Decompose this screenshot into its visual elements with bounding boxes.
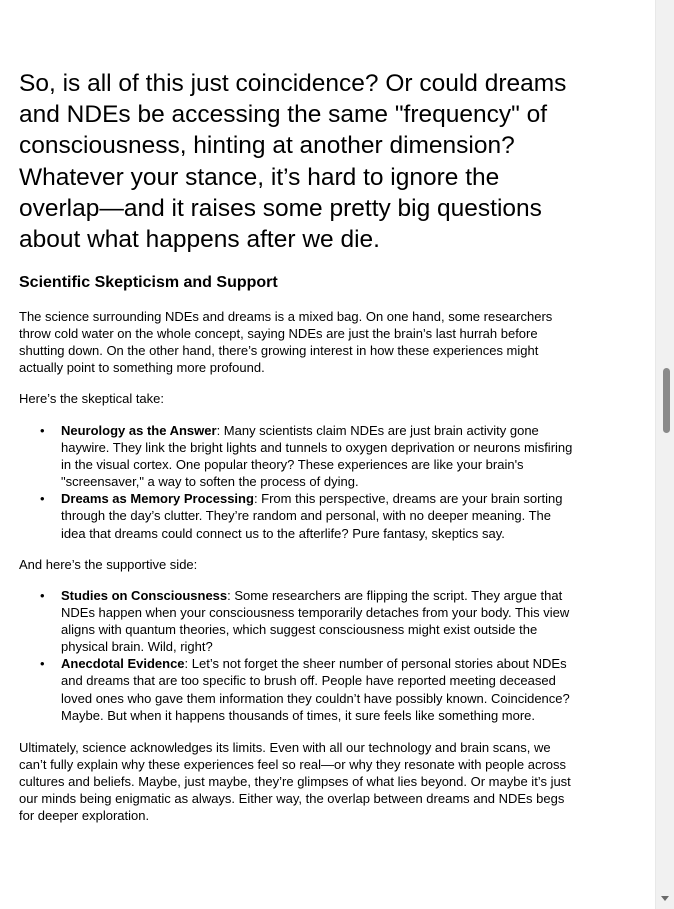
- list-item-text: : Many scientists claim NDEs are just brain activity gone haywire. They link the bright lights and tunnels to oxygen deprivation or neurons misfiring in the visual cortex. One popular theory? These experiences are like your brain's "screensaver," a way to soften the process of dying.: [61, 423, 573, 490]
- intro-paragraph: The science surrounding NDEs and dreams is a mixed bag. On one hand, some researchers throw cold water on the whole concept, saying NDEs are just the brain’s last hurrah before shutting down. On the other hand, there’s growing interest in how these experiences might actually point to something more profound.: [19, 309, 553, 376]
- lead-paragraph: So, is all of this just coincidence? Or could dreams and NDEs be accessing the same "frequency" of consciousness, hinting at another dimension? Whatever your stance, it’s hard to ignore the overlap—and it raises some pretty big questions about what happens after we die.: [19, 70, 567, 254]
- supportive-list: [19, 587, 579, 724]
- scrollbar-thumb[interactable]: [663, 368, 670, 433]
- list-item-term: Dreams as Memory Processing: [61, 491, 254, 507]
- conclusion-paragraph: Ultimately, science acknowledges its limits. Even with all our technology and brain scans, we can’t fully explain why these experiences feel so real—or why they resonate with people across cultures and beliefs. Maybe, just maybe, they’re glimpses of what lies beyond. Or maybe it’s just our minds being enigmatic as always. Either way, the overlap between dreams and NDEs begs for deeper exploration.: [19, 740, 571, 824]
- section-heading: Scientific Skepticism and Support: [19, 274, 278, 291]
- bullet-marker: •: [40, 423, 45, 438]
- list-item: [19, 655, 579, 723]
- skeptical-intro: Here’s the skeptical take:: [19, 391, 164, 406]
- list-item: [19, 490, 579, 541]
- list-item: [19, 422, 579, 490]
- list-item-term: Neurology as the Answer: [61, 423, 217, 438]
- bullet-marker: •: [40, 588, 45, 603]
- bullet-marker: •: [40, 656, 45, 672]
- vertical-scrollbar[interactable]: [655, 0, 674, 909]
- list-item-text: : Let’s not forget the sheer number of personal stories about NDEs and dreams that are too specific to brush off. People have reported meeting deceased loved ones who gave them information they couldn’t have possibly known. Coincidence? Maybe. But when it happens thousands of times, it sure feels like something more.: [61, 656, 570, 723]
- bullet-marker: •: [40, 491, 45, 507]
- scroll-down-arrow-icon[interactable]: [661, 896, 669, 901]
- list-item-text: : Some researchers are flipping the script. They argue that NDEs happen when your consciousness temporarily detaches from your body. This view aligns with quantum theories, which suggest consciousness might exist outside the physical brain. Wild, right?: [61, 588, 570, 655]
- skeptical-list: [19, 422, 579, 542]
- list-item: [19, 587, 579, 655]
- list-item-text: : From this perspective, dreams are your brain sorting through the day’s clutter. They’re random and personal, with no deeper meaning. The idea that dreams could connect us to the afterlife? Pure fantasy, skeptics say.: [61, 491, 563, 541]
- list-item-term: Anecdotal Evidence: [61, 656, 185, 672]
- supportive-intro: And here’s the supportive side:: [19, 557, 198, 572]
- list-item-term: Studies on Consciousness: [61, 588, 228, 603]
